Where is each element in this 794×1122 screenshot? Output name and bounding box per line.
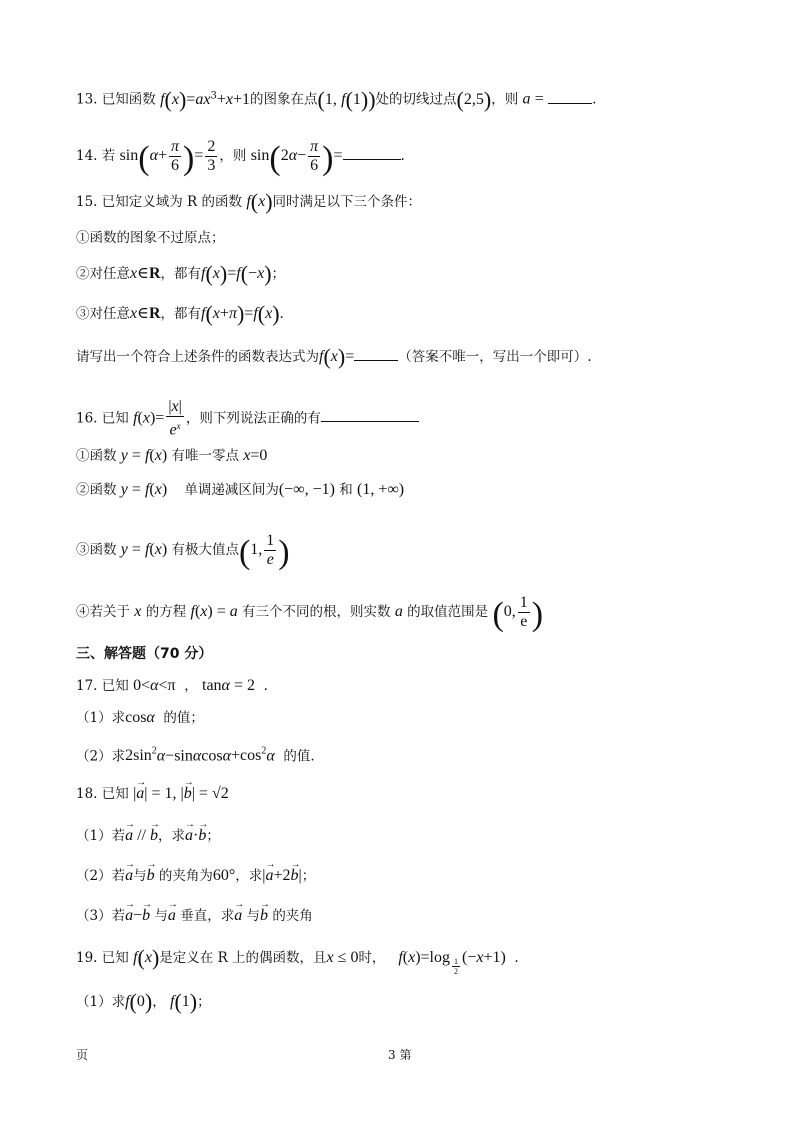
question-number: 13. xyxy=(76,91,98,108)
answer-blank[interactable] xyxy=(548,89,592,104)
condition-3: ③对任意x∈R，都有f(x+π)=f(x). xyxy=(76,301,284,326)
question-number: 16. xyxy=(76,410,98,427)
question-18-part-3: （3）若→ a−→ b 与→ a 垂直，求→ a 与→ b 的夹角 xyxy=(76,906,313,926)
option-2: ②函数 y = f(x) 单调递减区间为(−∞, −1) 和 (1, +∞) xyxy=(76,481,405,498)
question-15: 15. 已知定义域为 R 的函数 f(x)同时满足以下三个条件： xyxy=(76,189,422,214)
option-4: ④若关于 x 的方程 f(x) = a 有三个不同的根，则实数 a 的取值范围是 (0, $\frac{1}{e}$ ) xyxy=(76,594,544,633)
math-expression: (1, f(1)) xyxy=(317,86,376,112)
question-number: 14. xyxy=(76,148,98,164)
condition-1: ①函数的图象不过原点； xyxy=(76,230,225,246)
condition-2: ②对任意x∈R，都有f(x)=f(−x)； xyxy=(76,261,286,286)
question-17: 17. 已知 0<α<π ， tanα = 2 . xyxy=(76,677,268,694)
math-expression: (2,5) xyxy=(456,86,492,112)
question-17-part-1: （1）求cosα 的值； xyxy=(76,709,204,726)
footer-left: 页 xyxy=(76,1048,89,1062)
option-3: ③函数 y = f(x) 有极大值点(1, $\frac{1}{e}$ ) xyxy=(76,532,290,571)
answer-blank[interactable] xyxy=(354,346,398,361)
question-number: 17. xyxy=(76,678,98,694)
math-expression: $f(x)=ax^3+x+1$ xyxy=(160,86,250,112)
option-1: ①函数 y = f(x) 有唯一零点 x=0 xyxy=(76,447,268,464)
question-17-part-2: （2）求$2\sin^2\alpha-\sin\alpha\cos\alpha+\cos^2\alpha$ 的值. xyxy=(76,746,315,765)
question-18-part-1: （1）若→ a // → b，求→ a·→ b； xyxy=(76,826,220,846)
question-number: 19. xyxy=(76,950,98,966)
question-18-part-2: （2）若→ a与→ b 的夹角为60°，求|→ a+2→ b|； xyxy=(76,866,315,886)
question-18: 18. 已知 |→ a| = 1, |→ b| = √2 xyxy=(76,784,229,804)
question-15-ask: 请写出一个符合上述条件的函数表达式为f(x)= （答案不唯一，写出一个即可）. xyxy=(76,344,592,369)
question-19: 19. 已知 f(x)是定义在 R 上的偶函数，且x ≤ 0时， f(x)=log $_{\frac{1}{2}}$ (−x+1) . xyxy=(76,945,519,976)
section-heading: 三、解答题（70 分） xyxy=(76,646,213,662)
answer-blank[interactable] xyxy=(343,145,401,160)
question-16: 16. 已知 f(x)= $\frac{|x|}{e^x}$ ，则下列说法正确的有 xyxy=(76,398,419,440)
page-number: 3 第 xyxy=(388,1048,412,1062)
answer-blank[interactable] xyxy=(321,407,419,422)
question-19-part-1: （1）求f(0)， f(1)； xyxy=(76,989,211,1014)
question-number: 18. xyxy=(76,786,98,802)
question-13: 13. 已知函数 $f(x)=ax^3+x+1$的图象在点(1, f(1))处的切线过点(2,5)，则 a = . xyxy=(76,86,597,112)
question-14: 14. 若 sin(α+ $\frac{\pi}{6}$ )= $\frac{2}{3}$ ，则 sin(2α− $\frac{\pi}{6}$ )= . xyxy=(76,138,405,177)
